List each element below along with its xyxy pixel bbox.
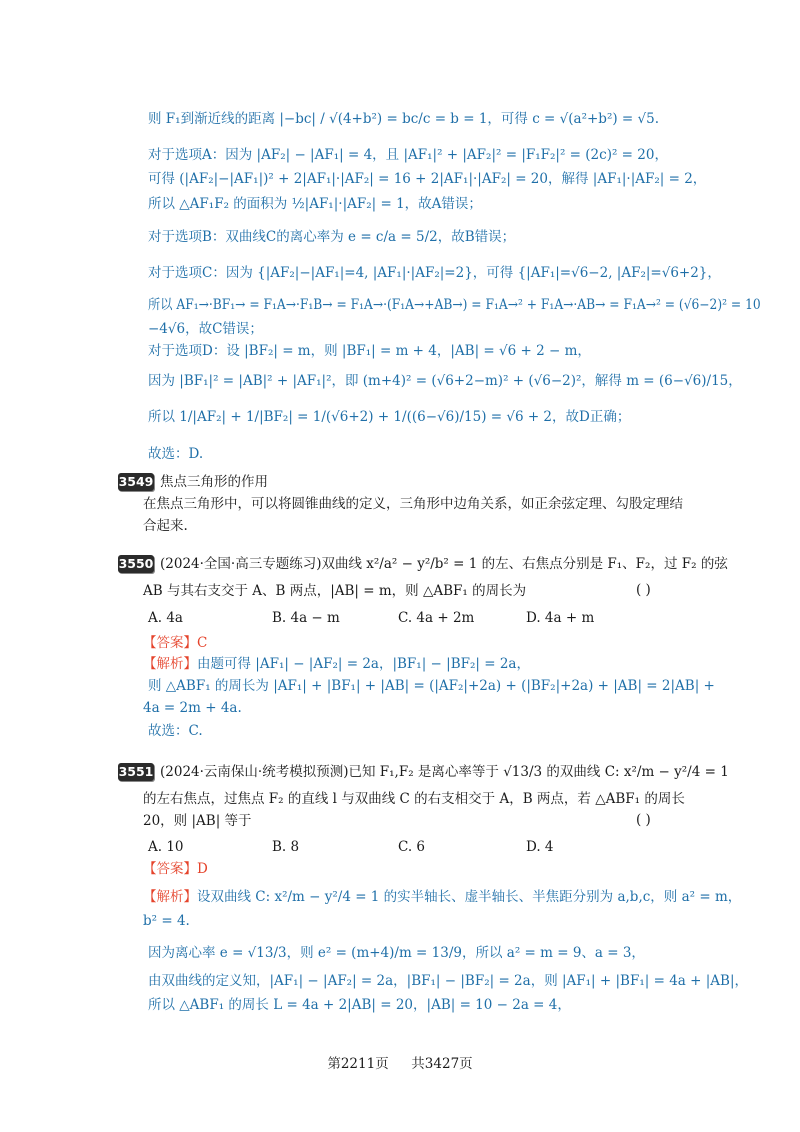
item-3550-analysis-4: 故选：C. [148, 723, 203, 739]
item-3551-analysis-3: 因为离心率 e = √13/3，则 e² = (m+4)/m = 13/9，所以 a² = m = 9、a = 3， [148, 945, 645, 961]
solution-line-2: 对于选项A：因为 |AF₂| − |AF₁| = 4，且 |AF₁|² + |AF₂|² = |F₁F₂|² = (2c)² = 20， [148, 147, 668, 163]
item-3549-body-2: 合起来. [143, 518, 188, 534]
solution-line-1: 则 F₁到渐近线的距离 |−bc| / √(4+b²) = bc/c = b = 1，可得 c = √(a²+b²) = √5. [148, 111, 660, 127]
item-number-3551: 3551 [118, 764, 154, 779]
solution-line-3: 可得 (|AF₂|−|AF₁|)² + 2|AF₁|·|AF₂| = 16 + 2|AF₁|·|AF₂| = 20，解得 |AF₁|·|AF₂| = 2， [148, 171, 707, 187]
item-3549-title: 焦点三角形的作用 [160, 474, 268, 490]
item-number-3549: 3549 [118, 474, 154, 489]
page-footer [0, 1052, 800, 1072]
answer-label: 【答案】 [143, 635, 197, 651]
item-number-3550: 3550 [118, 556, 154, 571]
item-3551-analysis-1 [143, 888, 741, 906]
answer-label: 【答案】 [143, 861, 197, 877]
item-3551-analysis-4: 由双曲线的定义知，|AF₁| − |AF₂| = 2a，|BF₁| − |BF₂| = 2a，则 |AF₁| + |BF₁| = 4a + |AB|， [148, 973, 748, 989]
item-3550-analysis-2: 则 △ABF₁ 的周长为 |AF₁| + |BF₁| + |AB| = (|AF₂|+2a) + (|BF₂|+2a) + |AB| = 2|AB| + [148, 678, 715, 694]
item-3551-answer [143, 860, 208, 878]
analysis-label: 【解析】 [143, 889, 197, 905]
item-3551-analysis-2: b² = 4. [143, 913, 190, 929]
solution-line-4: 所以 △AF₁F₂ 的面积为 ½|AF₁|·|AF₂| = 1，故A错误； [148, 196, 482, 212]
solution-line-8: −4√6，故C错误； [148, 321, 263, 337]
item-3550-stem-1: (2024·全国·高三专题练习)双曲线 x²/a² − y²/b² = 1 的左、右焦点分别是 F₁、F₂，过 F₂ 的弦 [160, 556, 728, 572]
item-3551-stem-2: 的左右焦点，过焦点 F₂ 的直线 l 与双曲线 C 的右支相交于 A，B 两点，若 △ABF₁ 的周长 [143, 791, 685, 807]
solution-line-6: 对于选项C：因为 {|AF₂|−|AF₁|=4, |AF₁|·|AF₂|=2}，可得 {|AF₁|=√6−2, |AF₂|=√6+2}， [148, 265, 721, 281]
item-3550-analysis-1 [143, 655, 530, 673]
item-3551-choice-a: A. 10 [148, 839, 184, 855]
solution-line-10: 因为 |BF₁|² = |AB|² + |AF₁|²，即 (m+4)² = (√6+2−m)² + (√6−2)²，解得 m = (6−√6)/15， [148, 373, 742, 389]
answer-value: C [197, 635, 208, 651]
item-3550-choice-c: C. 4a + 2m [398, 610, 475, 626]
item-3551-stem-3: 20，则 |AB| 等于 [143, 813, 252, 829]
item-3550-analysis-3: 4a = 2m + 4a. [143, 700, 242, 716]
analysis-text: 由题可得 |AF₁| − |AF₂| = 2a，|BF₁| − |BF₂| = 2a， [197, 656, 530, 672]
item-3551-analysis-5: 所以 △ABF₁ 的周长 L = 4a + 2|AB| = 20，|AB| = 10 − 2a = 4， [148, 997, 571, 1013]
solution-line-11: 所以 1/|AF₂| + 1/|BF₂| = 1/(√6+2) + 1/((6−√6)/15) = √6 + 2，故D正确； [148, 409, 631, 425]
item-3551-stem-1: (2024·云南保山·统考模拟预测)已知 F₁,F₂ 是离心率等于 √13/3 的双曲线 C: x²/m − y²/4 = 1 [160, 764, 729, 780]
answer-value: D [197, 861, 208, 877]
solution-line-7: 所以 AF₁→·BF₁→ = F₁A→·F₁B→ = F₁A→·(F₁A→+AB→) = F₁A→² + F₁A→·AB→ = F₁A→² = (√6−2)² = 10 [148, 297, 761, 313]
solution-line-12: 故选：D. [148, 446, 204, 462]
page-number: 第2211页 [327, 1056, 389, 1072]
item-3550-choice-b: B. 4a − m [272, 610, 340, 626]
item-3550-answer-blank: ( ) [636, 582, 651, 598]
item-3549-body-1: 在焦点三角形中，可以将圆锥曲线的定义，三角形中边角关系，如正余弦定理、勾股定理结 [143, 496, 683, 512]
item-3550-stem-2: AB 与其右支交于 A、B 两点，|AB| = m，则 △ABF₁ 的周长为 [143, 583, 527, 599]
item-3551-choice-b: B. 8 [272, 839, 300, 855]
item-3551-answer-blank: ( ) [636, 812, 651, 828]
item-3550-choice-d: D. 4a + m [526, 610, 595, 626]
analysis-text: 设双曲线 C: x²/m − y²/4 = 1 的实半轴长、虚半轴长、半焦距分别为 a,b,c，则 a² = m， [197, 889, 742, 905]
item-3551-choice-d: D. 4 [526, 839, 554, 855]
item-3551-choice-c: C. 6 [398, 839, 426, 855]
item-3550-choice-a: A. 4a [148, 610, 183, 626]
solution-line-5: 对于选项B：双曲线C的离心率为 e = c/a = 5/2，故B错误； [148, 229, 516, 245]
analysis-label: 【解析】 [143, 656, 197, 672]
solution-line-9: 对于选项D：设 |BF₂| = m，则 |BF₁| = m + 4，|AB| = √6 + 2 − m， [148, 343, 591, 359]
page-total: 共3427页 [411, 1056, 473, 1072]
item-3550-answer [143, 634, 207, 652]
